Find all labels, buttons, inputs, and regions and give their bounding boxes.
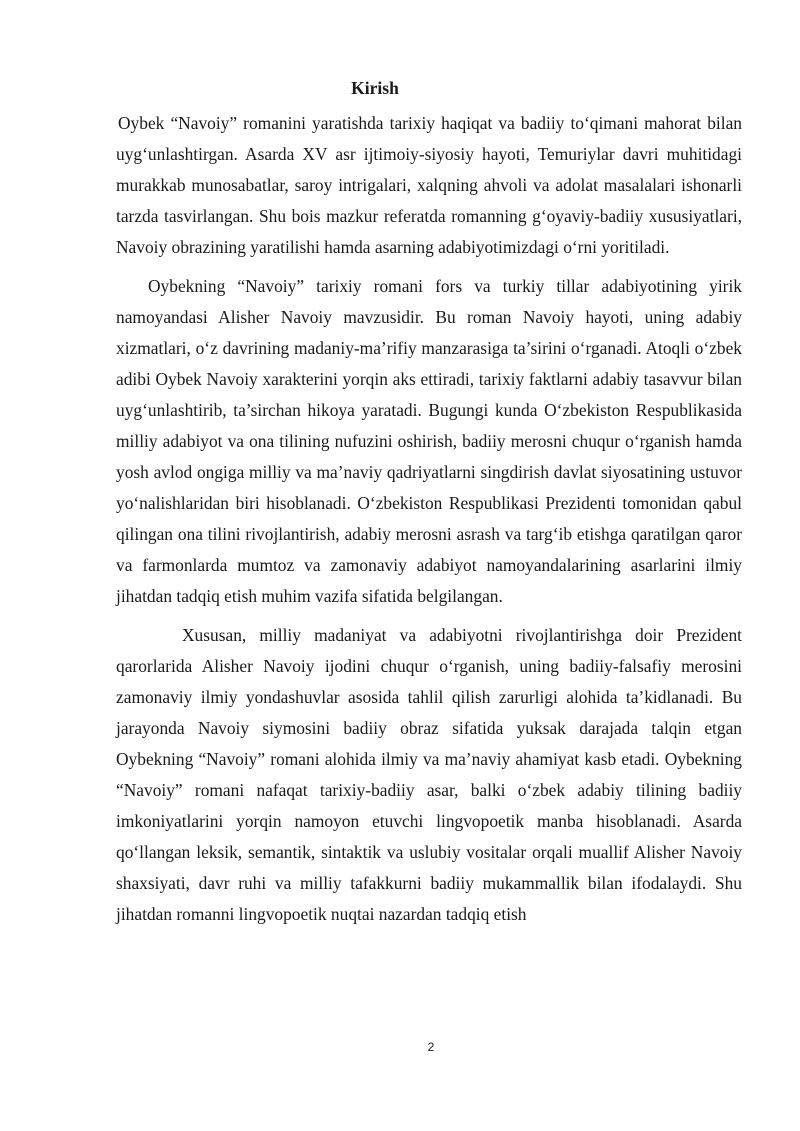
paragraph-presidential-decrees: Xususan, milliy madaniyat va adabiyotni rivojlantirishga doir Prezident qarorlarida Alisher Navoiy ijodini chuqur o‘rganish, uning badiiy-falsafiy merosini zamonaviy ilmiy yondashuvlar asosida tahlil qilish zarurligi alohida ta’kidlanadi. Bu jarayonda Navoiy siymosini badiiy obraz sifatida yuksak darajada talqin etgan Oybekning “Navoiy” romani alohida ilmiy va ma’naviy ahamiyat kasb etadi. Oybekning “Navoiy” romani nafaqat tarixiy-badiiy asar, balki o‘zbek adabiy tilining badiiy imkoniyatlarini yorqin namoyon etuvchi lingvopoetik manba hisoblanadi. Asarda qo‘llangan leksik, semantik, sintaktik va uslubiy vositalar orqali muallif Alisher Navoiy shaxsiyati, davr ruhi va milliy tafakkurni badiiy mukammallik bilan ifodalaydi. Shu jihatdan romanni lingvopoetik nuqtai nazardan tadqiq etish — [116, 625, 742, 924]
body-text — [116, 108, 742, 930]
section-title: Kirish — [351, 78, 399, 98]
paragraph-novel-overview: Oybekning “Navoiy” tarixiy romani fors va turkiy tillar adabiyotining yirik namoyandasi Alisher Navoiy mavzusidir. Bu roman Navoiy hayoti, uning adabiy xizmatlari, o‘z davrining madaniy-ma’rifiy manzarasiga ta’sirini o‘rganadi. Atoqli o‘zbek adibi Oybek Navoiy xarakterini yorqin aks ettiradi, tarixiy faktlarni adabiy tasavvur bilan uyg‘unlashtirib, ta’sirchan hikoya yaratadi. Bugungi kunda O‘zbekiston Respublikasida milliy adabiyot va ona tilining nufuzini oshirish, badiiy merosni chuqur o‘rganish hamda yosh avlod ongiga milliy va ma’naviy qadriyatlarni singdirish davlat siyosatining ustuvor yo‘nalishlaridan biri hisoblanadi. O‘zbekiston Respublikasi Prezidenti tomonidan qabul qilingan ona tilini rivojlantirish, adabiy merosni asrash va targ‘ib etishga qaratilgan qaror va farmonlarda mumtoz va zamonaviy adabiyot namoyandalarining asarlarini ilmiy jihatdan tadqiq etish muhim vazifa sifatida belgilangan. — [116, 276, 742, 606]
paragraph-introduction: Oybek “Navoiy” romanini yaratishda tarixiy haqiqat va badiiy to‘qimani mahorat bilan uyg‘unlashtirgan. Asarda XV asr ijtimoiy-siyosiy hayoti, Temuriylar davri muhitidagi murakkab munosabatlar, saroy intrigalari, xalqning ahvoli va adolat masalalari ishonarli tarzda tasvirlangan. Shu bois mazkur referatda romanning g‘oyaviy-badiiy xususiyatlari, Navoiy obrazining yaratilishi hamda asarning adabiyotimizdagi o‘rni yoritiladi. — [116, 113, 742, 257]
page-number: 2 — [427, 1040, 435, 1054]
